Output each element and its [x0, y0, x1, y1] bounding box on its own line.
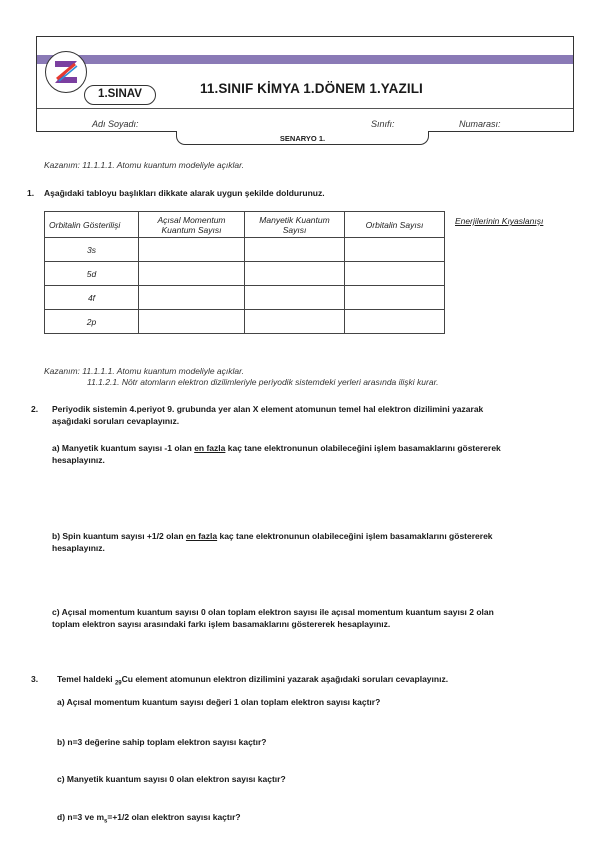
- z-logo-icon: [46, 52, 86, 92]
- q2b-text-pre: b) Spin kuantum sayısı +1/2 olan: [52, 531, 186, 541]
- q2a-line2: hesaplayınız.: [52, 454, 105, 465]
- question-3-text: [57, 674, 448, 690]
- col-header-magnetic: [245, 212, 345, 238]
- question-2b: [52, 531, 493, 554]
- q3-text-post: Cu element atomunun elektron dizilimini yazarak aşağıdaki soruları cevaplayınız.: [121, 674, 449, 684]
- answer-cell[interactable]: [139, 262, 245, 286]
- row-label-4f: 4f: [45, 286, 139, 310]
- row-label-2p: 2p: [45, 310, 139, 334]
- answer-cell[interactable]: [245, 238, 345, 262]
- q2b-emphasis: en fazla: [185, 531, 218, 541]
- question-3b: b) n=3 değerine sahip toplam elektron sayısı kaçtır?: [57, 737, 267, 747]
- energy-comparison-label: Enerjilerinin Kıyaslanışı: [455, 216, 544, 226]
- table-row: [45, 286, 445, 310]
- col-header-orbital-notation: Orbitalin Gösterilişi: [45, 212, 139, 238]
- q2b-line2: hesaplayınız.: [52, 542, 105, 553]
- header-divider: [37, 108, 573, 109]
- answer-cell[interactable]: [245, 262, 345, 286]
- answer-cell[interactable]: [139, 238, 245, 262]
- q3-atomic-number: 29: [114, 680, 122, 687]
- kazanim-2b: 11.1.2.1. Nötr atomların elektron dizilimleriyle periyodik sistemdeki yerleri arasında ilişki kurar.: [87, 377, 439, 387]
- question-2-number: 2.: [31, 404, 39, 414]
- class-field-label: Sınıfı:: [371, 119, 395, 129]
- logo: [45, 51, 87, 93]
- question-2-line2: aşağıdaki soruları cevaplayınız.: [52, 415, 180, 426]
- answer-cell[interactable]: [345, 262, 445, 286]
- answer-cell[interactable]: [245, 310, 345, 334]
- question-3d: [57, 812, 241, 828]
- answer-cell[interactable]: [345, 310, 445, 334]
- orbital-table: [44, 211, 445, 334]
- col-header-angular-momentum: [139, 212, 245, 238]
- answer-cell[interactable]: [345, 286, 445, 310]
- question-1-number: 1.: [27, 188, 35, 198]
- col-header-angular-l1: Açısal Momentum: [157, 214, 226, 225]
- row-label-5d: 5d: [45, 262, 139, 286]
- question-2a: [52, 443, 501, 466]
- question-3c: c) Manyetik kuantum sayısı 0 olan elektron sayısı kaçtır?: [57, 774, 286, 784]
- answer-cell[interactable]: [139, 310, 245, 334]
- col-header-magnetic-l2: Sayısı: [282, 224, 307, 235]
- row-label-3s: 3s: [45, 238, 139, 262]
- question-1-text: Aşağıdaki tabloyu başlıkları dikkate alarak uygun şekilde doldurunuz.: [44, 188, 325, 198]
- col-header-orbital-count: Orbitalin Sayısı: [345, 212, 445, 238]
- exam-title: 11.SINIF KİMYA 1.DÖNEM 1.YAZILI: [200, 81, 423, 96]
- exam-number-badge: 1.SINAV: [84, 85, 156, 105]
- q2a-text-post: kaç tane elektronunun olabileceğini işlem basamaklarını göstererek: [225, 443, 501, 453]
- q2b-text-post: kaç tane elektronunun olabileceğini işlem basamaklarını göstererek: [217, 531, 493, 541]
- answer-cell[interactable]: [139, 286, 245, 310]
- name-field-label: Adı Soyadı:: [92, 119, 139, 129]
- q3d-text-post: =+1/2 olan elektron sayısı kaçtır?: [107, 812, 241, 822]
- question-3-number: 3.: [31, 674, 39, 684]
- table-row: [45, 310, 445, 334]
- col-header-angular-l2: Kuantum Sayısı: [161, 224, 222, 235]
- q2c-line1: c) Açısal momentum kuantum sayısı 0 olan toplam elektron sayısı ile açısal momentum kuantum sayısı 2 olan: [52, 607, 494, 617]
- q2a-text-pre: a) Manyetik kuantum sayısı -1 olan: [52, 443, 195, 453]
- question-2-line1: Periyodik sistemin 4.periyot 9. grubunda yer alan X element atomunun temel hal elektron dizilimini yazarak: [52, 404, 484, 414]
- q3d-subscript: s: [104, 818, 108, 825]
- question-3a: a) Açısal momentum kuantum sayısı değeri 1 olan toplam elektron sayısı kaçtır?: [57, 697, 381, 707]
- scenario-label: SENARYO 1.: [279, 134, 326, 143]
- q2a-emphasis: en fazla: [194, 443, 226, 453]
- q2c-line2: toplam elektron sayısı arasındaki farkı işlem basamaklarını göstererek hesaplayınız.: [52, 618, 391, 629]
- number-field-label: Numarası:: [459, 119, 501, 129]
- table-row: [45, 238, 445, 262]
- q3d-text-pre: d) n=3 ve m: [57, 812, 105, 822]
- answer-cell[interactable]: [245, 286, 345, 310]
- col-header-magnetic-l1: Manyetik Kuantum: [259, 214, 330, 225]
- answer-cell[interactable]: [345, 238, 445, 262]
- question-2-text: [52, 404, 483, 427]
- kazanim-2a: Kazanım: 11.1.1.1. Atomu kuantum modeliyle açıklar.: [44, 366, 245, 376]
- header-accent-band: [37, 55, 573, 64]
- question-2c: [52, 607, 494, 630]
- kazanim-1: Kazanım: 11.1.1.1. Atomu kuantum modeliyle açıklar.: [44, 160, 245, 170]
- table-row: [45, 262, 445, 286]
- q3-text-pre: Temel haldeki: [57, 674, 115, 684]
- table-header-row: [45, 212, 445, 238]
